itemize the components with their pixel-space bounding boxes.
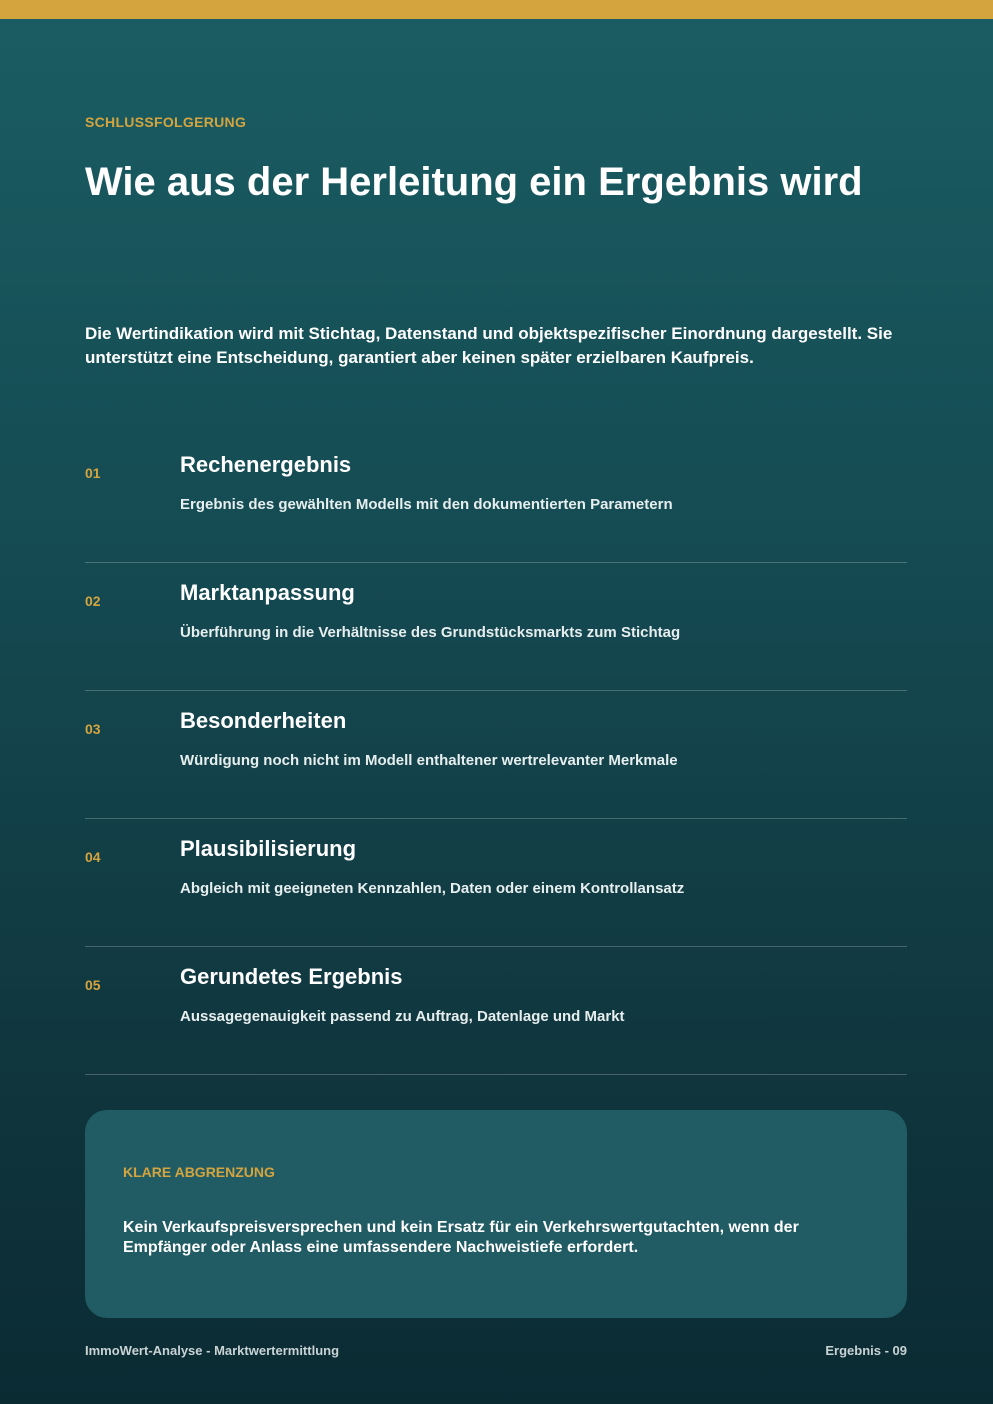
footer-page-indicator: Ergebnis - 09 xyxy=(825,1343,907,1358)
page-title: Wie aus der Herleitung ein Ergebnis wird xyxy=(85,160,863,204)
step-description: Würdigung noch nicht im Modell enthaltener wertrelevanter Merkmale xyxy=(180,752,678,769)
top-accent-bar xyxy=(0,0,993,19)
step-item xyxy=(85,691,907,819)
step-description: Überführung in die Verhältnisse des Grundstücksmarkts zum Stichtag xyxy=(180,624,681,641)
step-title: Rechenergebnis xyxy=(180,452,352,477)
step-description: Aussagegenauigkeit passend zu Auftrag, Datenlage und Markt xyxy=(180,1008,625,1025)
step-item xyxy=(85,563,907,691)
step-number: 05 xyxy=(85,977,101,993)
step-item xyxy=(85,819,907,947)
step-title: Marktanpassung xyxy=(180,580,355,605)
step-title: Gerundetes Ergebnis xyxy=(180,964,403,989)
step-description: Abgleich mit geeigneten Kennzahlen, Daten oder einem Kontrollansatz xyxy=(180,880,685,897)
step-title: Plausibilisierung xyxy=(180,836,357,861)
callout-text: Kein Verkaufspreisversprechen und kein Ersatz für ein Verkehrswertgutachten, wenn der Empfänger oder Anlass eine umfassendere Nachweistiefe erfordert. xyxy=(123,1219,799,1256)
step-number: 01 xyxy=(85,465,101,481)
footer-brand: ImmoWert-Analyse - Marktwertermittlung xyxy=(85,1343,340,1358)
section-eyebrow: SCHLUSSFOLGERUNG xyxy=(85,114,247,130)
callout-box xyxy=(85,1110,907,1318)
step-title: Besonderheiten xyxy=(180,708,347,733)
step-number: 04 xyxy=(85,849,101,865)
step-list xyxy=(85,435,907,1075)
step-item xyxy=(85,435,907,563)
step-item xyxy=(85,947,907,1075)
step-description: Ergebnis des gewählten Modells mit den dokumentierten Parametern xyxy=(180,496,673,513)
callout-label: KLARE ABGRENZUNG xyxy=(123,1164,275,1180)
step-number: 02 xyxy=(85,593,101,609)
intro-paragraph: Die Wertindikation wird mit Stichtag, Datenstand und objektspezifischer Einordnung dargestellt. Sie unterstützt eine Entscheidung, garantiert aber keinen später erzielbaren Kaufpreis. xyxy=(85,324,893,367)
step-number: 03 xyxy=(85,721,101,737)
